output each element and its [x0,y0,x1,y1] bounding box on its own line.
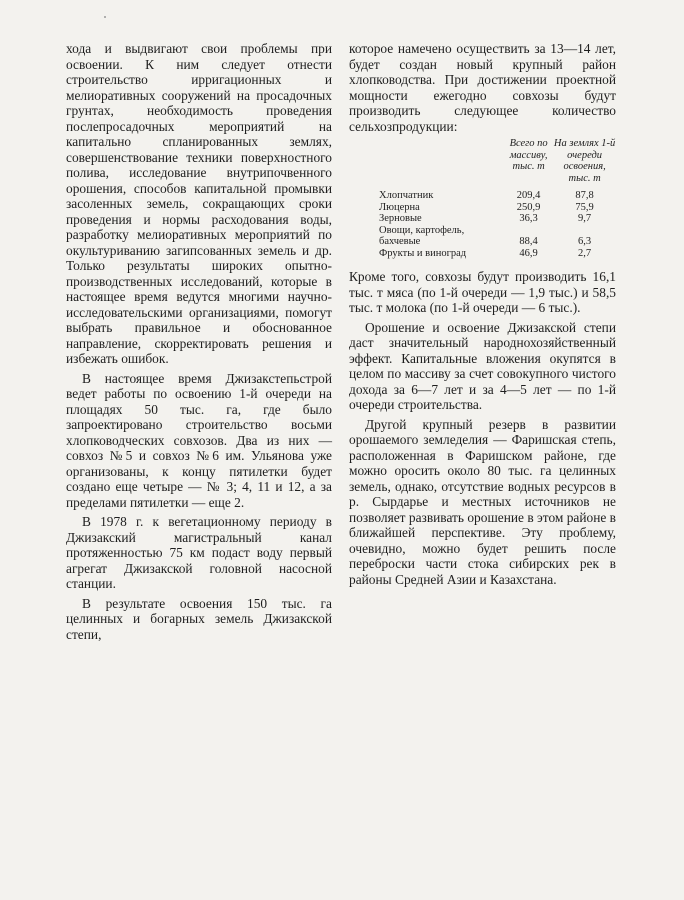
first-stage-value: 6,3 [578,236,592,247]
paragraph: В результате освоения 150 тыс. га целинных и богарных земель Джизакской степи, [66,595,332,642]
paragraph: В 1978 г. к вегетационному периоду в Джизакский магистральный канал протяженностью 75 км подаст воду первый агрегат Джизакской головной насосной станции. [66,514,332,591]
table-row [349,213,616,225]
first-stage-value: 9,7 [578,213,592,224]
table-header-row [349,138,616,190]
first-stage-value: 87,8 [575,190,594,201]
crop-name: Фрукты и виноград [379,247,467,259]
right-column [349,41,616,587]
first-stage-value: 75,9 [575,201,594,213]
paragraph: хода и выдвигают свои проблемы при освоении. К ним следует отнести строительство ирригационных и мелиоративных сооружений на просадочных грунтах, необходимость проведения послепросадочных мероприятий на капитально спланированных землях, совершенствование техники поверхностного полива, исследование внутрипочвенного орошения, способов капитальной промывки засоленных земель, сокращающих сроки проведения и нормы расходования воды, разработку мелиоративных мероприятий по окультуриванию загипсованных земель и др. Только результаты широких опытно-производственных исследований, которые в настоящее время ведутся многими научно-исследовательскими организациями, помогут выбрать правильное и обоснованное направление, скорректировать решения и избежать ошибок. [66,41,332,366]
table-row [349,225,616,248]
table-row [349,248,616,260]
production-table [349,138,616,259]
total-value: 250,9 [516,201,541,213]
total-value: 209,4 [516,190,541,201]
paragraph: Кроме того, совхозы будут производить 16,1 тыс. т мяса (по 1-й очереди — 1,9 тыс.) и 58,5 тыс. т молока (по 1-й очереди — 6 тыс.). [349,269,616,315]
paragraph: которое намечено осуществить за 13—14 лет, будет создан новый крупный район хлопководства. При достижении проектной мощности ежегодно совхозы будут производить следующее количество сельхозпродукции: [349,41,616,134]
paragraph: Другой крупный резерв в развитии орошаемого земледелия — Фаришская степь, расположенная в Фаришском районе, где можно оросить около 80 тыс. га целинных земель, однако, отсутствие водных ресурсов в р. Сырдарье и местных источников не позволяет развивать орошение в этом районе в ближайшей перспективе. Эту проблему, очевидно, можно будет решить после переброски части стока сибирских рек в районы Средней Азии и Казахстана. [349,416,616,587]
table-header: На землях 1-й очереди освоения, тыс. т [553,138,616,184]
print-speck [104,16,106,18]
left-column [66,41,332,642]
table-header: Всего по массиву, тыс. т [509,138,548,172]
total-value: 46,9 [519,247,538,259]
total-value: 88,4 [519,236,538,247]
total-value: 36,3 [519,213,538,224]
table-header [349,138,504,190]
paragraph: В настоящее время Джизакстепьстрой ведет работы по освоению 1-й очереди на площадях 50 тыс. га, где было запроектировано строительство восьми хлопководческих совхозов. Два из них — совхоз №5 и совхоз №6 им. Ульянова уже организованы, к концу пятилетки будет создано еще четыре — № 3; 4, 11 и 12, а за пределами пятилетки — еще 2. [66,370,332,510]
crop-name: Овощи, картофель, бахчевые [379,224,465,247]
paragraph: Орошение и освоение Джизакской степи даст значительный народнохозяйственный эффект. Капитальные вложения окупятся в целом по массиву за счет совокупного чистого дохода за 6—7 лет и за 4—5 лет — по 1-й очереди строительства. [349,319,616,412]
table-row [349,190,616,202]
crop-name: Зерновые [379,213,422,224]
crop-name: Люцерна [379,201,420,213]
table-row [349,202,616,214]
first-stage-value: 2,7 [578,247,592,259]
crop-name: Хлопчатник [379,190,434,201]
